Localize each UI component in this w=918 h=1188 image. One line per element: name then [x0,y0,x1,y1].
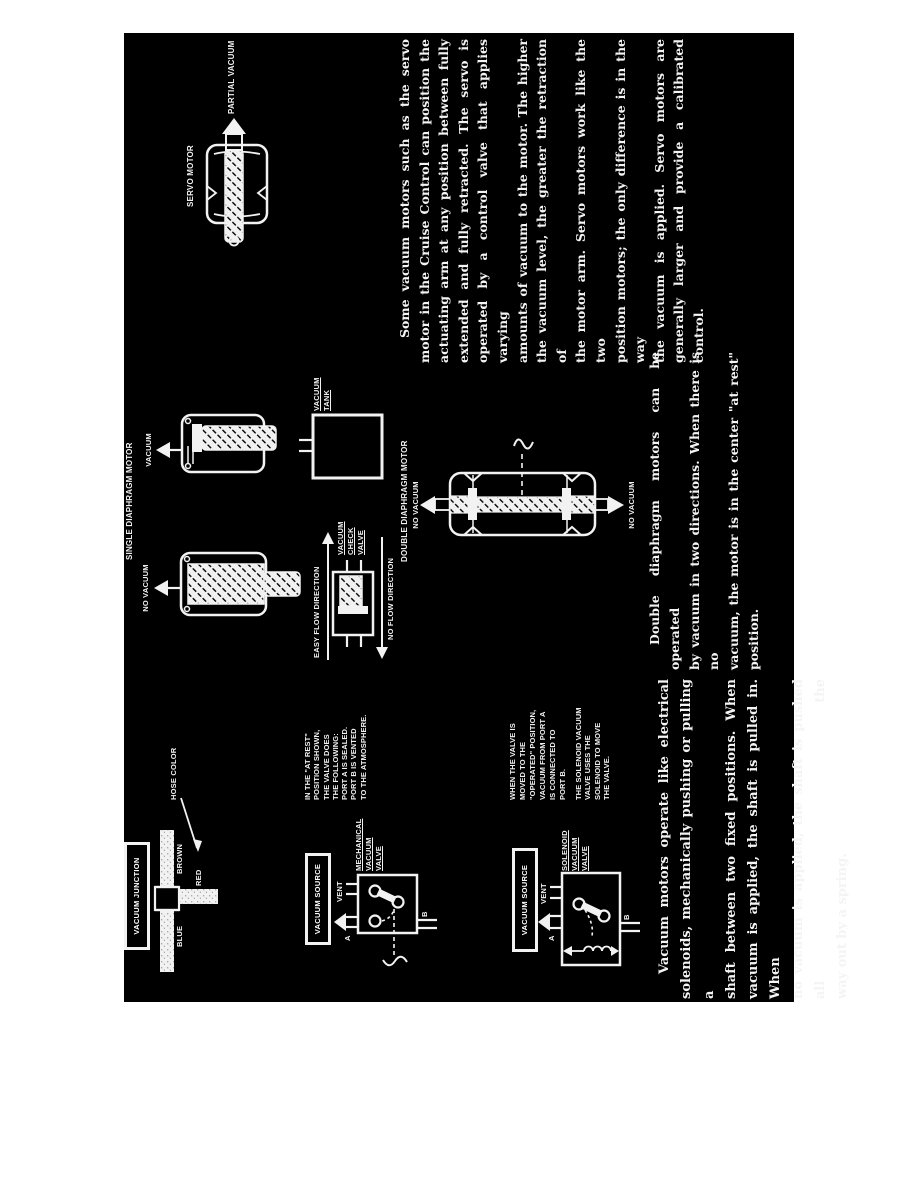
text-line: VACUUM [364,837,373,871]
servo-motor-figure [207,118,267,246]
mechanical-vacuum-valve-label [354,819,384,871]
threaded-shaft [225,150,243,242]
vacuum-motors-paragraph [654,679,855,999]
vent-label: VENT [539,883,548,904]
text-line: operated by a control valve that applies varying [475,39,510,363]
port-b-label: B [622,914,631,920]
vacuum-source-box-sol [512,848,538,952]
no-flow-direction-label: NO FLOW DIRECTION [386,557,395,640]
partial-vacuum-label: PARTIAL VACUUM [227,40,236,114]
solenoid-note [574,707,611,800]
valve-lever [582,905,601,914]
vacuum-source-text: VACUUM SOURCE [308,856,328,942]
text-line: VACUUM [312,377,321,411]
red-hose [177,889,218,904]
text-line: solenoids, mechanically pushing or pulling a [679,679,717,999]
text-line: MOVED TO THE [518,741,527,800]
text-line: vacuum is applied, the shaft is pulled in. When [746,679,784,999]
text-line: VALVE [580,846,589,871]
single-diaphragm-motor-vacuum-figure [156,415,276,472]
port-a-label: A [343,935,352,941]
at-rest-note [303,715,368,800]
port-a-label: A [547,935,556,941]
solenoid-coil-icon [563,946,619,956]
hose-color-arrow-icon [181,798,202,852]
center-shaft [477,497,562,512]
scanned-manual-page [124,33,851,1002]
text-line: SOLENOID TO MOVE [592,722,602,800]
mechanical-vacuum-valve-diagram [334,875,437,965]
solenoid-vacuum-valve-label [560,830,590,871]
valve-lever [378,892,395,900]
red-hose-label: RED [194,869,203,886]
text-line: control. [690,308,706,363]
text-line: "OPERATED" POSITION, [528,709,537,800]
text-line: way out by a spring. [835,853,851,999]
double-diaphragm-motor-header: DOUBLE DIAPHRAGM MOTOR [400,440,409,562]
piston-plate [192,424,202,452]
text-line: by vacuum in two directions. When there is no [686,352,722,670]
piston-extended [188,564,264,604]
text-line: position. [745,608,761,670]
text-line: CHECK [346,527,355,555]
text-line: TANK [322,389,331,411]
text-line: IN THE "AT REST" [303,733,312,800]
double-diaphragm-motor-figure [420,439,624,535]
text-line: SOLENOID [560,830,569,871]
blue-hose-label: BLUE [175,925,184,947]
vacuum-junction-header-text: VACUUM JUNCTION [127,845,147,947]
text-line: THE SOLENOID VACUUM [574,707,583,800]
text-line: VALVE [374,846,383,871]
text-line: VACUUM FROM PORT A [538,711,547,800]
vent-arrow-icon [538,913,550,931]
text-line: THE FOLLOWING: [330,733,340,800]
diaphragm-plate [468,488,477,520]
single-diaphragm-motor-no-vacuum-figure [154,553,300,615]
no-vacuum-label: NO VACUUM [141,564,150,612]
up-arrow-icon [420,496,435,514]
text-line: WHEN THE VALVE IS [508,723,517,800]
vacuum-junction-header [124,842,150,950]
actuator-squiggle [383,957,407,966]
text-line: extended and fully retracted. The servo is [455,39,471,363]
text-line: the motor arm. Servo motors work like the two [573,39,608,363]
vacuum-source-box-mech [305,853,331,945]
down-arrow-icon [608,496,624,514]
valve-spring [340,576,362,606]
no-vacuum-label-top: NO VACUUM [411,481,420,529]
text-line: IS CONNECTED TO [548,729,557,800]
vacuum-label: VACUUM [144,433,153,467]
text-line: PORT B. [558,768,567,800]
text-line: Some vacuum motors such as the servo [397,39,412,338]
hose-color-label: HOSE COLOR [169,747,178,800]
easy-flow-direction-label: EASY FLOW DIRECTION [312,566,321,658]
vacuum-check-valve-label [336,521,366,555]
no-vacuum-label-bottom: NO VACUUM [627,481,636,529]
text-line: PORT A IS SEALED. [340,726,350,800]
text-line: VACUUM [570,837,579,871]
text-line: position motors; the only difference is in the way [612,39,648,363]
vent-label: VENT [335,881,344,902]
vacuum-tank-label [312,377,332,411]
text-line: actuating arm at any position between fully [436,39,452,363]
text-line: THE VALVE DOES [321,734,331,800]
operated-position-note [508,710,568,800]
up-arrow-icon [156,442,170,458]
vacuum-tank-figure [299,415,382,478]
servo-motors-paragraph [395,39,709,363]
text-line: Double diaphragm motors can be operated [647,352,682,670]
servo-motor-label: SERVO MOTOR [186,145,195,207]
text-line: TO THE ATMOSPHERE. [358,714,368,800]
text-line: the vacuum level, the greater the retraction of [534,39,569,363]
text-line: THE VALVE. [601,755,611,800]
text-line: VALVE [356,530,365,555]
blue-hose [160,910,174,972]
vacuum-junction-diagram [155,798,218,972]
text-line: MECHANICAL [354,818,363,871]
port-b-label: B [420,911,429,917]
text-line: no vacuum is applied, the shaft is pushed all the [790,679,829,999]
shaft-extended [264,572,300,596]
text-line: Vacuum motors operate like electrical [657,679,672,974]
shaft-retracted [202,426,276,450]
link-squiggle [514,439,533,448]
text-line: motor in the Cruise Control can position the [416,39,432,363]
text-line: the vacuum is applied. Servo motors are [651,39,667,363]
text-line: VACUUM [336,521,345,555]
vacuum-source-text: VACUUM SOURCE [515,851,535,949]
tee-fitting [155,887,179,910]
text-line: shaft between two fixed positions. When [723,679,739,999]
text-line: generally larger and provide a calibrated [671,39,687,363]
text-line: VALVE USES THE [583,735,593,800]
diaphragm-plate [562,488,571,520]
text-line: amounts of vacuum to the motor. The higher [514,39,530,363]
text-line: POSITION SHOWN, [312,729,322,800]
single-diaphragm-motor-header: SINGLE DIAPHRAGM MOTOR [125,442,134,560]
brown-hose [160,830,174,887]
brown-hose-label: BROWN [175,843,184,874]
text-line: vacuum, the motor is in the center "at rest" [726,352,742,670]
text-line: PORT B IS VENTED [349,728,359,800]
double-diaphragm-paragraph [645,352,764,670]
valve-plate [338,606,368,614]
right-arrow-icon [222,118,246,134]
vent-arrow-icon [334,913,346,931]
up-arrow-icon [154,580,168,596]
